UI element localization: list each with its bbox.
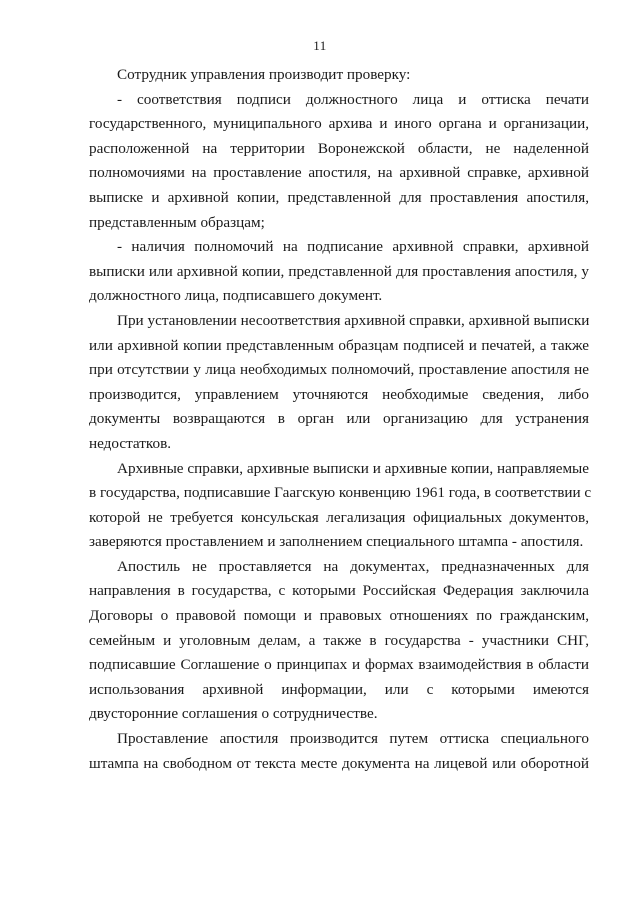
text-line: расположенной на территории Воронежской области, не наделенной (89, 139, 589, 157)
paragraph (89, 309, 589, 457)
text-line: двусторонние соглашения о сотрудничестве. (89, 705, 378, 723)
paragraph (89, 63, 589, 88)
text-line: подписавшие Соглашение о принципах и формах взаимодействия в области (89, 656, 589, 674)
text-line: При установлении несоответствия архивной справки, архивной выписки (117, 311, 590, 329)
text-line: Договоры о правовой помощи и правовых отношениях по гражданским, (89, 607, 589, 625)
text-line: недостатков. (89, 434, 172, 452)
paragraph (89, 235, 589, 309)
page-number: 11 (313, 38, 327, 53)
text-line: использования архивной информации, или с которыми имеются (89, 680, 589, 698)
paragraph (89, 555, 589, 727)
text-line: должностного лица, подписавшего документ. (89, 287, 383, 305)
text-line: - наличия полномочий на подписание архивной справки, архивной (117, 238, 589, 256)
text-line: семейным и уголовным делам, а также в государства - участники СНГ, (89, 631, 589, 649)
text-line: направления в государства, с которыми Российская Федерация заключила (89, 582, 589, 600)
text-line: заверяются проставлением и заполнением специального штампа - апостиля. (89, 533, 584, 551)
text-line: в государства, подписавшие Гаагскую конвенцию 1961 года, в соответствии с (89, 484, 592, 502)
text-line: Сотрудник управления производит проверку: (117, 66, 411, 83)
text-line: Проставление апостиля производится путем оттиска специального (117, 730, 589, 748)
text-line: при отсутствии у лица необходимых полномочий, проставление апостиля не (89, 361, 589, 379)
text-line: которой не требуется консульская легализация официальных документов, (89, 508, 589, 526)
text-line: представленным образцам; (89, 213, 265, 231)
text-line: штампа на свободном от текста месте документа на лицевой или оборотной (89, 754, 589, 772)
paragraph (89, 457, 592, 555)
text-line: или архивной копии представленным образцам подписей и печатей, а также (89, 336, 589, 354)
document-body (89, 63, 592, 776)
paragraph (89, 88, 589, 236)
text-line: выписке и архивной копии, представленной для проставления апостиля, (89, 188, 589, 206)
text-line: государственного, муниципального архива и иного органа и организации, (89, 115, 589, 133)
text-line: производится, управлением уточняются необходимые сведения, либо (89, 385, 589, 403)
text-line: выписки или архивной копии, представленной для проставления апостиля, у (89, 262, 589, 280)
text-line: Архивные справки, архивные выписки и архивные копии, направляемые (117, 459, 589, 477)
text-line: документы возвращаются в орган или организацию для устранения (89, 410, 589, 428)
text-line: Апостиль не проставляется на документах, предназначенных для (117, 557, 589, 575)
text-line: - соответствия подписи должностного лица и оттиска печати (117, 90, 589, 108)
paragraph (89, 727, 589, 776)
text-line: полномочиями на проставление апостиля, на архивной справке, архивной (89, 164, 589, 182)
